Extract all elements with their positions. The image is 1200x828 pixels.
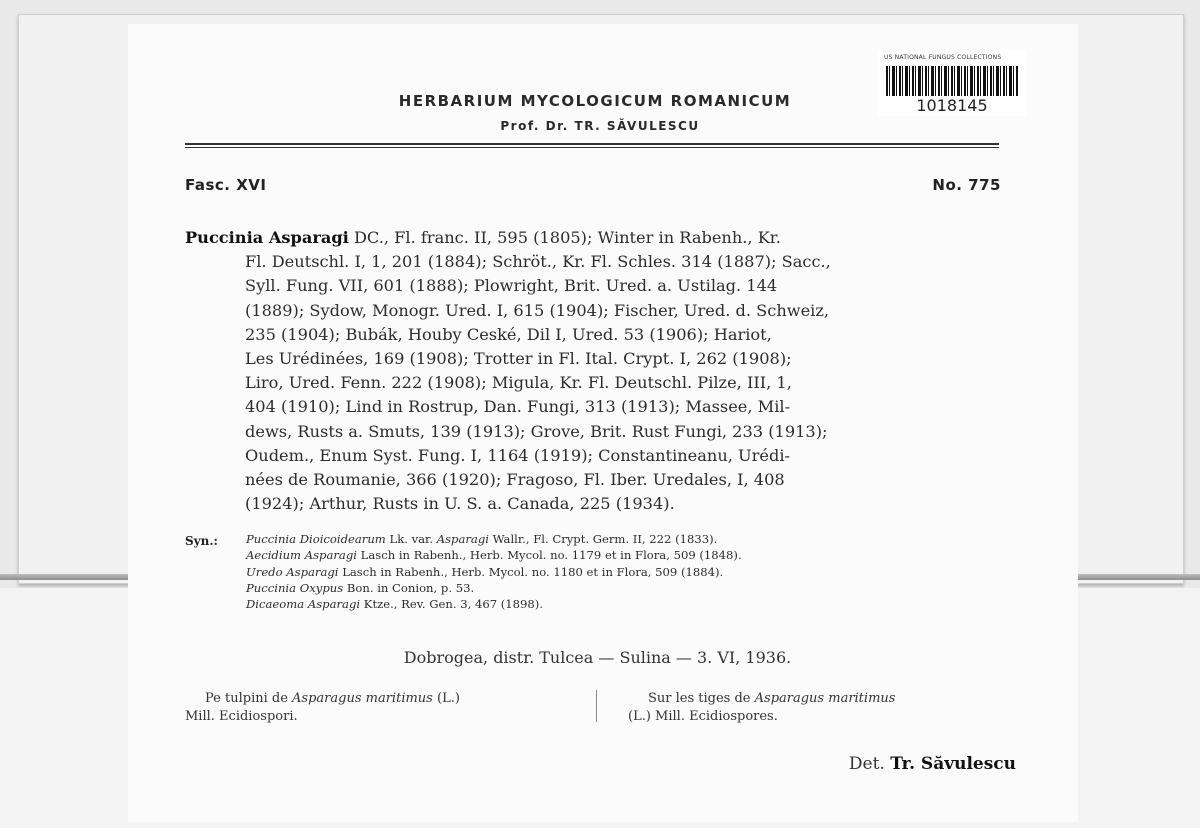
determiner: Det. Tr. Săvulescu (848, 754, 1016, 774)
synonym-line: Puccinia Oxypus Bon. in Conion, p. 53. (246, 580, 475, 595)
header-rule (185, 143, 999, 145)
barcode-caption: US NATIONAL FUNGUS COLLECTIONS (884, 54, 1002, 61)
fascicle-label: Fasc. XVI (185, 176, 267, 194)
synonym-line: Puccinia Dioicoidearum Lk. var. Asparagi Wallr., Fl. Crypt. Germ. II, 222 (1833). (246, 532, 718, 546)
references-block (185, 226, 1003, 516)
reference-line: Fl. Deutschl. I, 1, 201 (1884); Schröt., Kr. Fl. Schles. 314 (1887); Sacc., (245, 252, 831, 272)
header-rule-thin (185, 147, 999, 148)
collection-locality: Dobrogea, distr. Tulcea — Sulina — 3. VI, 1936. (403, 648, 792, 667)
reference-line: Syll. Fung. VII, 601 (1888); Plowright, Brit. Ured. a. Ustilag. 144 (245, 276, 778, 296)
herbarium-subtitle: Prof. Dr. TR. SĂVULESCU (500, 119, 700, 133)
taxon-name: Puccinia Asparagi (185, 228, 349, 247)
barcode-number: 1018145 (916, 96, 988, 115)
synonym-line: Uredo Asparagi Lasch in Rabenh., Herb. Mycol. no. 1180 et in Flora, 509 (1884). (246, 564, 724, 579)
synonyms-block (246, 531, 1016, 612)
host-french: Sur les tiges de Asparagus maritimus (L.) Mill. Ecidiospores. (628, 691, 896, 724)
synonyms-label: Syn.: (185, 534, 218, 548)
reference-line: (1889); Sydow, Monogr. Ured. I, 615 (1904); Fischer, Ured. d. Schweiz, (245, 300, 830, 320)
reference-line: nées de Roumanie, 366 (1920); Fragoso, Fl. Iber. Uredales, I, 408 (245, 470, 785, 490)
reference-line: 404 (1910); Lind in Rostrup, Dan. Fungi, 313 (1913); Massee, Mil- (245, 397, 791, 417)
reference-line: (1924); Arthur, Rusts in U. S. a. Canada, 225 (1934). (245, 494, 675, 514)
synonym-line: Dicaeoma Asparagi Ktze., Rev. Gen. 3, 467 (1898). (246, 597, 544, 612)
reference-line: Puccinia Asparagi DC., Fl. franc. II, 595 (1805); Winter in Rabenh., Kr. (185, 228, 781, 247)
specimen-number: No. 775 (932, 176, 1001, 194)
host-romanian: Pe tulpini de Asparagus maritimus (L.) Mill. Ecidiospori. (185, 691, 460, 724)
herbarium-title: HERBARIUM MYCOLOGICUM ROMANICUM (398, 92, 792, 110)
reference-line: Oudem., Enum Syst. Fung. I, 1164 (1919); Constantineanu, Urédi- (245, 445, 791, 465)
synonym-line: Aecidium Asparagi Lasch in Rabenh., Herb. Mycol. no. 1179 et in Flora, 509 (1848). (246, 548, 742, 563)
host-divider (596, 690, 597, 722)
reference-line: dews, Rusts a. Smuts, 139 (1913); Grove, Brit. Rust Fungi, 233 (1913); (245, 421, 828, 441)
reference-line: 235 (1904); Bubák, Houby Ceské, Dil I, Ured. 53 (1906); Hariot, (245, 324, 772, 344)
reference-line: Les Urédinées, 169 (1908); Trotter in Fl. Ital. Crypt. I, 262 (1908); (245, 349, 792, 369)
reference-line: Liro, Ured. Fenn. 222 (1908); Migula, Kr. Fl. Deutschl. Pilze, III, 1, (245, 373, 792, 393)
